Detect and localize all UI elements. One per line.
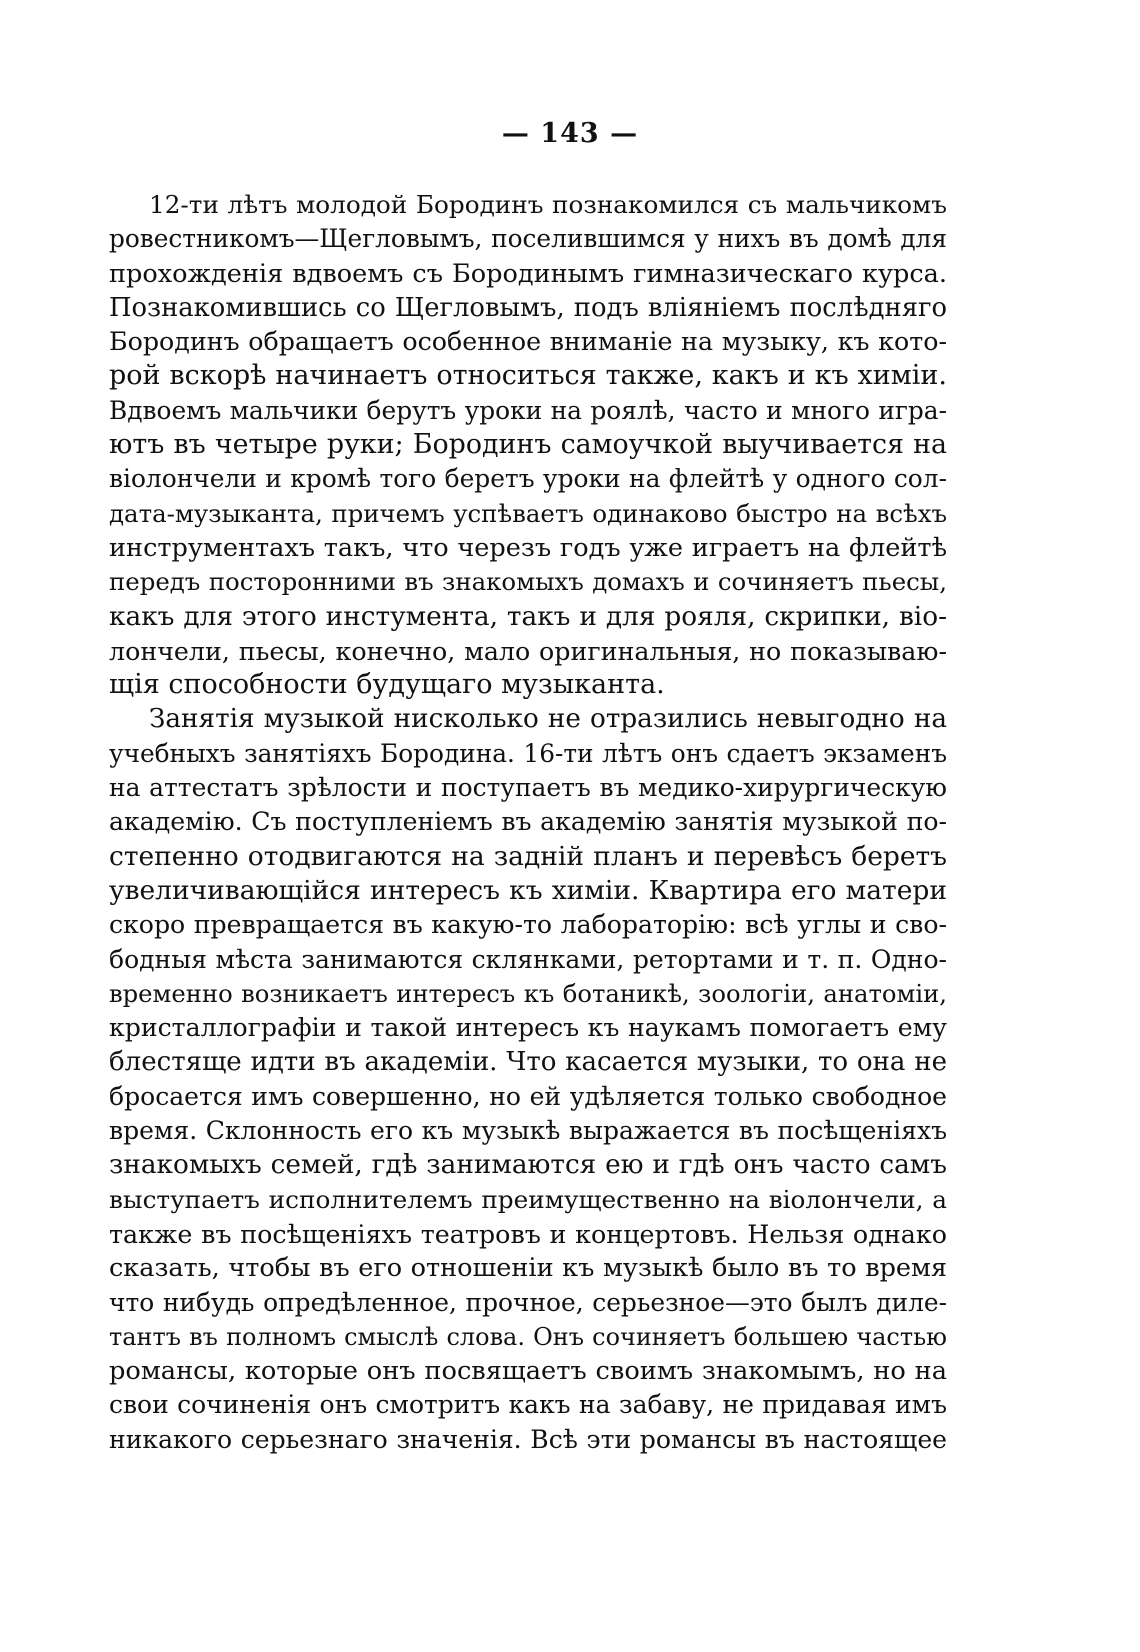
text-line: 12-ти лѣтъ молодой Бородинъ познакомился съ мальчикомъ: [149, 190, 947, 219]
text-line: дата-музыканта, причемъ успѣваетъ одинаково быстро на всѣхъ: [109, 498, 947, 528]
text-line: віолончели и кромѣ того беретъ уроки на флейтѣ у одного сол-: [109, 464, 947, 494]
text-line: кристаллографіи и такой интересъ къ наукамъ помогаетъ ему: [109, 1013, 947, 1043]
text-line: никакого серьезнаго значенія. Всѣ эти романсы въ настоящее: [109, 1424, 947, 1454]
text-line: бросается имъ совершенно, но ей удѣляется только свободное: [109, 1081, 947, 1111]
text-line: ровестникомъ—Щегловымъ, поселившимся у нихъ въ домѣ для: [109, 224, 947, 254]
text-line: Вдвоемъ мальчики берутъ уроки на роялѣ, часто и много игра-: [109, 395, 947, 425]
text-line: скоро превращается въ какую-то лабораторію: всѣ углы и сво-: [109, 910, 947, 940]
text-line: блестяще идти въ академіи. Что касается музыки, то она не: [109, 1047, 947, 1078]
paragraph-2: [109, 702, 947, 1457]
text-line: рой вскорѣ начинаетъ относиться также, какъ и къ химіи.: [109, 360, 947, 392]
text-line: время. Склонность его къ музыкѣ выражается въ посѣщеніяхъ: [109, 1116, 947, 1146]
text-line: щія способности будущаго музыканта.: [109, 669, 665, 701]
body-text: [109, 188, 947, 1457]
text-line: на аттестатъ зрѣлости и поступаетъ въ медико-хирургическую: [109, 773, 947, 803]
text-line: степенно отодвигаются на задній планъ и перевѣсъ беретъ: [109, 840, 947, 872]
text-line: бодныя мѣста занимаются склянками, ретортами и т. п. Одно-: [109, 944, 947, 974]
text-line: сказать, чтобы въ его отношеніи къ музыкѣ было въ то время: [109, 1253, 947, 1284]
text-line: учебныхъ занятіяхъ Бородина. 16-ти лѣтъ онъ сдаетъ экзаменъ: [109, 738, 947, 768]
text-line: также въ посѣщеніяхъ театровъ и концертовъ. Нельзя однако: [109, 1218, 947, 1249]
text-line: свои сочиненія онъ смотритъ какъ на забаву, не придавая имъ: [109, 1390, 947, 1420]
text-line: Познакомившись со Щегловымъ, подъ вліяніемъ послѣдняго: [109, 292, 947, 323]
text-line: тантъ въ полномъ смыслѣ слова. Онъ сочиняетъ большею частью: [109, 1322, 947, 1351]
text-line: знакомыхъ семей, гдѣ занимаются ею и гдѣ онъ часто самъ: [109, 1150, 947, 1181]
page-number: — 143 —: [501, 118, 639, 149]
text-line: романсы, которые онъ посвящаетъ своимъ знакомымъ, но на: [109, 1356, 947, 1387]
text-line: что нибудь опредѣленное, прочное, серьезное—это былъ диле-: [109, 1287, 947, 1317]
text-line: лончели, пьесы, конечно, мало оригинальныя, но показываю-: [109, 635, 947, 666]
text-line: временно возникаетъ интересъ къ ботаникѣ, зоологіи, анатоміи,: [109, 978, 947, 1008]
text-line: прохожденія вдвоемъ съ Бородинымъ гимназическаго курса.: [109, 258, 947, 289]
text-line: передъ посторонними въ знакомыхъ домахъ и сочиняетъ пьесы,: [109, 567, 947, 597]
text-line: инструментахъ такъ, что черезъ годъ уже играетъ на флейтѣ: [109, 532, 947, 563]
text-line: выступаетъ исполнителемъ преимущественно на віолончели, а: [109, 1184, 947, 1214]
text-line: какъ для этого инстумента, такъ и для рояля, скрипки, віо-: [109, 601, 947, 632]
text-line: Занятія музыкой нисколько не отразились невыгодно на: [149, 704, 947, 735]
text-line: увеличивающійся интересъ къ химіи. Квартира его матери: [109, 874, 947, 906]
text-line: академію. Съ поступленіемъ въ академію занятія музыкой по-: [109, 807, 947, 837]
paragraph-1: [109, 188, 947, 702]
text-line: Бородинъ обращаетъ особенное вниманіе на музыку, къ кото-: [109, 327, 947, 357]
text-line: ютъ въ четыре руки; Бородинъ самоучкой выучивается на: [109, 429, 947, 461]
